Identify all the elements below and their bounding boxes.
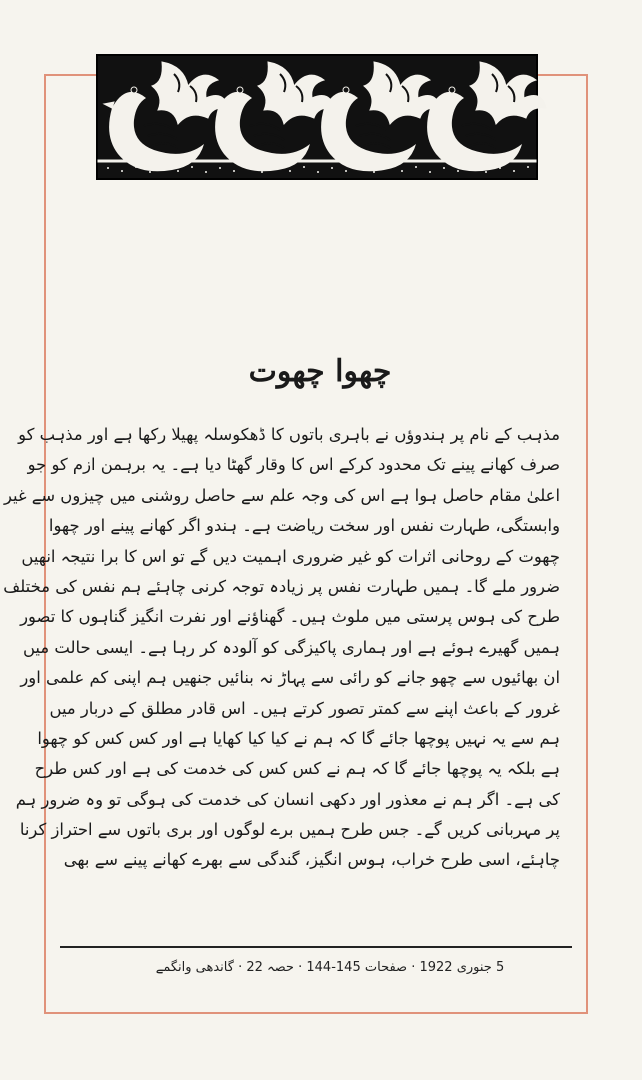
bird-banner-illustration <box>98 56 536 178</box>
body-line: ہے بلکہ یہ پوچھا جائے گا کہ ہم نے کس کس کی خدمت کی ہے اور کس طرح <box>34 759 560 779</box>
body-line: غرور کے باعث اپنے سے کمتر تصور کرتے ہیں۔ اس قادر مطلق کے دربار میں <box>49 698 560 718</box>
body-text <box>3 420 560 940</box>
footer-divider <box>60 946 572 948</box>
body-line: چاہئے، اسی طرح خراب، ہوس انگیز، گندگی سے بھرے کھانے پینے سے بھی <box>63 850 560 870</box>
body-line: ہم سے یہ نہیں پوچھا جائے گا کہ ہم نے کیا کیا کھایا ہے اور کس کس کو چھوا <box>37 728 560 748</box>
body-line: مذہب کے نام پر ہندوؤں نے باہری باتوں کا ڈھکوسلہ پھیلا رکھا ہے اور مذہب کو <box>18 425 560 444</box>
body-line: اعلیٰ مقام حاصل ہوا ہے اس کی وجہ علم سے حاصل روشنی میں چیزوں سے غیر <box>3 485 560 505</box>
body-line: ان بھائیوں سے چھو جانے کو رائی سے پہاڑ نہ بنائیں جنھیں ہم اپنی کم علمی اور <box>20 668 560 688</box>
footer-citation: 5 جنوری 1922 · صفحات 145-144 · حصہ 22 · گاندھی وانگمے <box>155 960 505 975</box>
body-line: چھوت کے روحانی اثرات کو غیر ضروری اہمیت دیں گے تو اس کا برا نتیجہ انھیں <box>21 546 560 566</box>
decorative-bird-banner <box>96 54 538 180</box>
body-line: ضرور ملے گا۔ ہمیں طہارت نفس پر زیادہ توجہ کرنی چاہئے ہم نفس کی مختلف <box>3 576 560 596</box>
body-line: وابستگی، طہارت نفس اور سخت ریاضت ہے۔ ہندو اگر کھانے پینے اور چھوا <box>48 516 560 536</box>
body-line: طرح کی ہوس پرستی میں ملوث ہیں۔ گھناؤنے اور نفرت انگیز گناہوں کا تصور <box>20 607 560 627</box>
body-line: پر مہربانی کریں گے۔ جس طرح ہمیں برے لوگوں اور بری باتوں سے احتراز کرنا <box>19 820 560 840</box>
body-line: صرف کھانے پینے تک محدود کرکے اس کا وقار گھٹا دیا ہے۔ یہ برہمن ازم کو جو <box>27 455 560 475</box>
body-line: ہمیں گھیرے ہوئے ہے اور ہماری پاکیزگی کو آلودہ کر رہا ہے۔ ایسی حالت میں <box>22 637 560 657</box>
body-line: کی ہے۔ اگر ہم نے معذور اور دکھی انسان کی خدمت کی ہوگی تو وہ ضرور ہم <box>15 789 560 809</box>
page-title: چھوا چھوت <box>248 354 392 389</box>
